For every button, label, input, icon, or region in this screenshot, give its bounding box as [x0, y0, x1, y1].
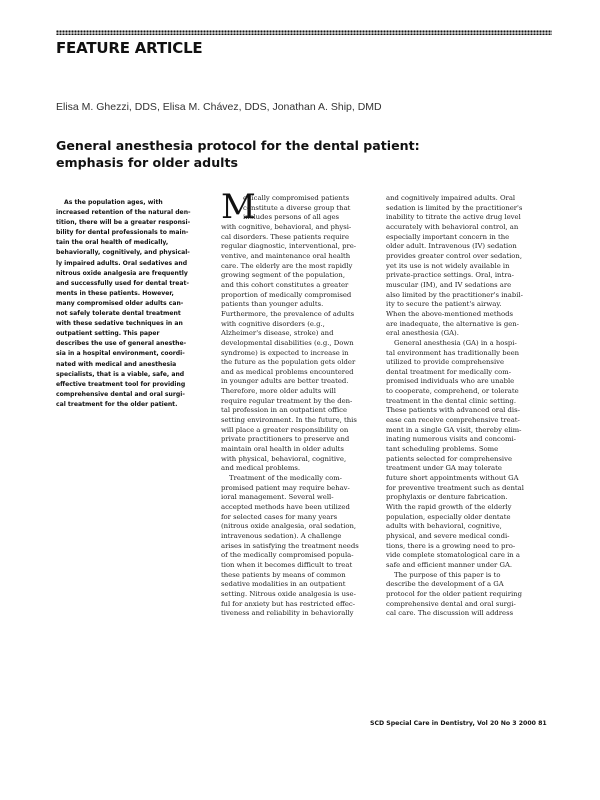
- text-line: treatment in the dental clinic setting.: [386, 396, 516, 405]
- text-line: specialists, that is a viable, safe, and: [56, 370, 185, 378]
- title-line: emphasis for older adults: [56, 155, 238, 170]
- text-line: sia in a hospital environment, coordi-: [56, 350, 185, 358]
- text-line: These patients with advanced oral dis-: [386, 406, 520, 415]
- text-line: regular diagnostic, interventional, pre-: [221, 242, 357, 251]
- text-line: As the population ages, with: [64, 199, 163, 206]
- text-line: cal disorders. These patients require: [221, 232, 349, 241]
- text-line: ful for anxiety but has restricted effec-: [221, 599, 356, 608]
- text-line: yet its use is not widely available in: [386, 261, 510, 270]
- text-line: ly impaired adults. Oral sedatives and: [56, 259, 188, 267]
- drop-cap: M: [221, 187, 256, 227]
- text-line: ease can receive comprehensive treat-: [386, 416, 520, 425]
- text-line: tition, there will be a greater responsi-: [56, 219, 191, 227]
- text-line: many compromised older adults can-: [56, 299, 184, 307]
- text-line: tal environment has traditionally been: [386, 348, 520, 357]
- text-line: care. The elderly are the most rapidly: [221, 261, 353, 270]
- text-line: arises in satisfying the treatment needs: [221, 541, 359, 550]
- text-line: patients than younger adults.: [221, 300, 324, 309]
- text-line: effective treatment tool for providing: [56, 380, 186, 388]
- text-line: future short appointments without GA: [386, 474, 519, 483]
- text-line: edically compromised patients: [243, 194, 350, 202]
- text-line: ments in these patients. However,: [56, 289, 174, 297]
- text-line: with these sedative techniques in an: [56, 320, 183, 328]
- text-line: tant scheduling problems. Some: [386, 445, 499, 454]
- text-line: intravenous sedation). A challenge: [221, 531, 342, 540]
- text-line: and cognitively impaired adults. Oral: [386, 194, 516, 202]
- text-line: treatment under GA may tolerate: [386, 464, 502, 473]
- title-line: General anesthesia protocol for the dental patient:: [56, 138, 420, 153]
- text-line: promised patient may require behav-: [221, 483, 350, 492]
- author-list: Elisa M. Ghezzi, DDS, Elisa M. Chávez, DDS, Jonathan A. Ship, DMD: [56, 101, 382, 113]
- text-line: tain the oral health of medically,: [56, 239, 169, 247]
- text-line: and successfully used for dental treat-: [56, 279, 189, 287]
- text-line: inating numerous visits and concomi-: [386, 435, 516, 444]
- text-line: Alzheimer's disease, stroke) and: [221, 329, 334, 338]
- article-title: [56, 137, 496, 171]
- text-line: require regular treatment by the den-: [221, 396, 353, 405]
- body-column-left: [221, 187, 381, 619]
- text-line: eral anesthesia (GA).: [386, 329, 459, 338]
- body-column-right: [386, 194, 552, 619]
- text-line: includes persons of all ages: [243, 213, 340, 222]
- text-line: vide complete stomatological care in a: [386, 551, 520, 560]
- text-line: accurately with behavioral control, an: [386, 222, 519, 231]
- text-line: with cognitive disorders (e.g.,: [221, 319, 325, 328]
- text-line: maintain oral health in older adults: [221, 445, 344, 454]
- text-line: adults with behavioral, cognitive,: [386, 522, 502, 531]
- text-line: for preventive treatment such as dental: [386, 483, 524, 492]
- text-line: Treatment of the medically com-: [229, 474, 342, 483]
- text-line: constitute a diverse group that: [243, 203, 351, 212]
- text-line: When the above-mentioned methods: [386, 309, 514, 318]
- text-line: ioral management. Several well-: [221, 493, 334, 502]
- text-line: nitrous oxide analgesia are frequently: [56, 269, 188, 277]
- text-line: utilized to provide comprehensive: [386, 358, 505, 367]
- text-line: especially important concern in the: [386, 232, 510, 241]
- text-line: patients selected for comprehensive: [386, 454, 513, 463]
- text-line: and medical problems.: [221, 464, 301, 473]
- text-line: proportion of medically compromised: [221, 290, 352, 299]
- text-line: comprehensive dental and oral surgi-: [56, 390, 185, 398]
- text-line: tion when it becomes difficult to treat: [221, 560, 353, 569]
- dotted-rule: [56, 30, 552, 35]
- text-line: prophylaxis or denture fabrication.: [386, 493, 508, 502]
- text-line: also limited by the practitioner's inabil-: [386, 290, 523, 299]
- text-line: behaviorally, cognitively, and physical-: [56, 249, 190, 257]
- text-line: promised individuals who are unable: [386, 377, 515, 386]
- text-line: ity to secure the patient's airway.: [386, 300, 502, 309]
- text-line: ment in a single GA visit, thereby elim-: [386, 425, 522, 434]
- text-line: With the rapid growth of the elderly: [386, 503, 512, 511]
- text-line: setting. Nitrous oxide analgesia is use-: [221, 589, 356, 598]
- text-line: The purpose of this paper is to: [394, 570, 501, 579]
- section-label: FEATURE ARTICLE: [56, 39, 203, 57]
- text-line: with physical, behavioral, cognitive,: [221, 454, 347, 463]
- text-line: not safely tolerate dental treatment: [56, 310, 181, 318]
- text-line: the future as the population gets older: [221, 358, 356, 367]
- text-line: nated with medical and anesthesia: [56, 360, 177, 368]
- text-line: older adult. Intravenous (IV) sedation: [386, 242, 517, 251]
- text-line: accepted methods have been utilized: [221, 503, 350, 511]
- text-line: Therefore, more older adults will: [221, 387, 336, 396]
- text-line: syndrome) is expected to increase in: [221, 348, 349, 357]
- text-line: growing segment of the population,: [221, 271, 346, 280]
- text-line: Furthermore, the prevalence of adults: [221, 309, 355, 318]
- text-line: (nitrous oxide analgesia, oral sedation,: [221, 522, 357, 531]
- text-line: of the medically compromised popula-: [221, 551, 354, 560]
- text-line: sedation is limited by the practitioner's: [386, 203, 523, 212]
- text-line: ventive, and maintenance oral health: [221, 251, 351, 260]
- text-line: developmental disabilities (e.g., Down: [221, 338, 354, 347]
- text-line: inability to titrate the active drug level: [386, 213, 521, 222]
- text-line: and as medical problems encountered: [221, 367, 354, 376]
- page-footer: SCD Special Care in Dentistry, Vol 20 No 3 2000 81: [370, 720, 547, 727]
- abstract: [56, 198, 206, 410]
- text-line: dental treatment for medically com-: [386, 367, 512, 376]
- text-line: physical, and severe medical condi-: [386, 531, 510, 540]
- text-line: private practitioners to preserve and: [221, 435, 350, 444]
- text-line: cal care. The discussion will address: [386, 609, 514, 618]
- text-line: safe and efficient manner under GA.: [386, 560, 513, 569]
- text-line: muscular (IM), and IV sedations are: [386, 280, 512, 289]
- text-line: sedative modalities in an outpatient: [221, 580, 346, 589]
- text-line: General anesthesia (GA) in a hospi-: [394, 338, 517, 347]
- text-line: outpatient setting. This paper: [56, 330, 160, 338]
- text-line: to cooperate, comprehend, or tolerate: [386, 387, 519, 396]
- text-line: describes the use of general anesthe-: [56, 340, 187, 348]
- text-line: in younger adults are better treated.: [221, 377, 349, 386]
- text-line: with cognitive, behavioral, and physi-: [221, 222, 352, 231]
- text-line: increased retention of the natural den-: [56, 209, 191, 217]
- text-line: comprehensive dental and oral surgi-: [386, 599, 516, 608]
- text-line: provides greater control over sedation,: [386, 251, 522, 260]
- text-line: and this cohort constitutes a greater: [221, 280, 349, 289]
- text-line: will place a greater responsibility on: [221, 425, 349, 434]
- text-line: cal treatment for the older patient.: [56, 400, 178, 408]
- text-line: bility for dental professionals to main-: [56, 229, 189, 237]
- text-line: these patients by means of common: [221, 570, 346, 579]
- text-line: population, especially older dentate: [386, 512, 511, 521]
- text-line: tal profession in an outpatient office: [221, 406, 348, 415]
- text-line: are inadequate, the alternative is gen-: [386, 319, 519, 328]
- text-line: private-practice settings. Oral, intra-: [386, 271, 514, 280]
- text-line: for selected cases for many years: [221, 512, 338, 521]
- text-line: describe the development of a GA: [386, 580, 504, 589]
- text-line: tiveness and reliability in behaviorally: [221, 609, 354, 618]
- text-line: setting environment. In the future, this: [221, 416, 357, 425]
- text-line: protocol for the older patient requiring: [386, 589, 522, 598]
- text-line: tions, there is a growing need to pro-: [386, 541, 516, 550]
